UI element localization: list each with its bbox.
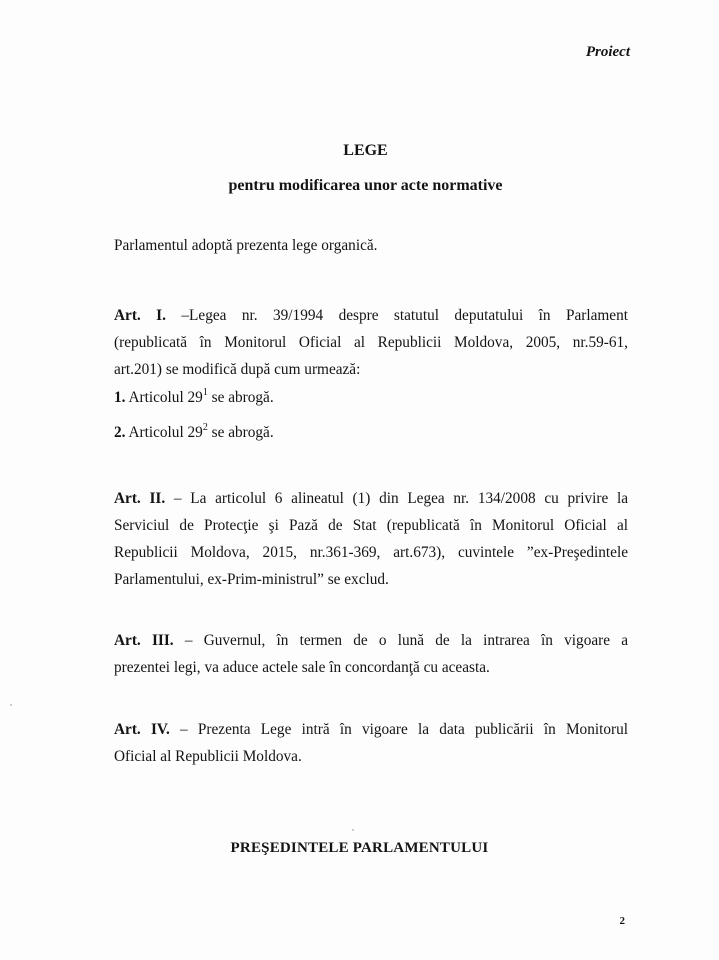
article-1-line-2: (republicată în Monitorul Oficial al Republicii Moldova, 2005, nr.59-61, (114, 334, 628, 351)
article-3-line-1: Art. III. – Guvernul, în termen de o lună de la intrarea în vigoare a (114, 632, 628, 649)
article-2 (114, 485, 628, 593)
law-subtitle: pentru modificarea unor acte normative (228, 177, 503, 194)
article-2-line-2: Serviciul de Protecţie şi Pază de Stat (republicată în Monitorul Oficial al (114, 517, 628, 534)
article-3-label: Art. III. (114, 632, 174, 649)
article-4 (114, 716, 628, 770)
article-1-line-3: art.201) se modifică după cum urmează: (114, 361, 361, 378)
signature-title: PREŞEDINTELE PARLAMENTULUI (230, 840, 489, 856)
article-1-item-2: 2. Articolul $29^2$ se abrogă. (114, 421, 274, 441)
scan-speck (352, 829, 354, 831)
article-2-line-4: Parlamentului, ex-Prim-ministrul” se exclud. (114, 571, 389, 588)
article-1-label: Art. I. (114, 307, 166, 324)
draft-label: Proiect (585, 44, 630, 60)
law-title: LEGE (343, 142, 388, 159)
scan-speck (10, 704, 12, 706)
article-1 (114, 302, 628, 383)
article-2-line-3: Republicii Moldova, 2015, nr.361-369, art.673), cuvintele ”ex-Preşedintele (114, 544, 628, 561)
article-2-line-1: Art. II. – La articolul 6 alineatul (1) din Legea nr. 134/2008 cu privire la (114, 490, 629, 507)
article-4-line-2: Oficial al Republicii Moldova. (114, 748, 302, 765)
page-number: 2 (619, 915, 625, 927)
intro-paragraph: Parlamentul adoptă prezenta lege organică. (114, 237, 378, 254)
article-3-line-2: prezentei legi, va aduce actele sale în concordanţă cu aceasta. (114, 659, 490, 676)
article-4-line-1: Art. IV. – Prezenta Lege intră în vigoare la data publicării în Monitorul (114, 721, 628, 738)
article-1-line-1: Art. I. –Legea nr. 39/1994 despre statutul deputatului în Parlament (114, 307, 628, 324)
article-2-label: Art. II. (114, 490, 166, 507)
article-3 (114, 627, 628, 681)
article-4-label: Art. IV. (114, 721, 170, 738)
article-1-item-1: 1. Articolul $29^1$ se abrogă. (114, 386, 274, 406)
